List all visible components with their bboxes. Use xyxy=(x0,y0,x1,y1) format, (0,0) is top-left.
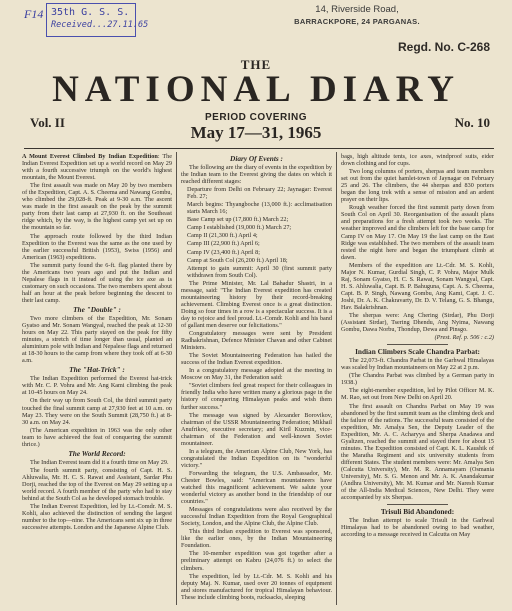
paragraph: Messages of congratulations were also received by the successful Indian Expedition from the Royal Geographical Society, London, and the Alpine Club, the Alpine Club. xyxy=(181,506,332,528)
paragraph: (The American expedition in 1963 was the only other team to have achieved the feat of conquering the summit thrice.) xyxy=(22,426,172,448)
volume-label: Vol. II xyxy=(30,115,65,130)
header-rule xyxy=(24,148,494,149)
paragraph: (The Chandra Parbat was climbed by a German party in 1938.) xyxy=(341,372,494,387)
paragraph: Members of the expedition are Lt.-Cdr. M. S. Kohli, Major N. Kumar, Gurdial Singh, C. P. Vohra, Major Mulk Raj, Sonam Gyatso, H. C. S. Rawat, Sonam Wangyal, Capt. H. S. Ahluwalia, Capt. B. P. Bahuguna, Capt. A. S. Cheema, Capt. B. P. Singh, Nawang Gombu, Ang Kami, Capt. J. C. Joshi, Dr. A. K. Chakravarty, Dr. D. V. Telang, G. S. Bhangu, Hav. Balakrishnan. xyxy=(341,261,494,311)
diary-entry: Camp IV (23,400 ft.) April 8; xyxy=(187,248,260,256)
reference-note: (Prest. Ref. p. 506 : c.2) xyxy=(434,334,494,342)
paragraph: The first assault was made on May 20 by two members of the Expedition, Capt. A. S. Cheema and Nawang Gombu, who climbed the 29,028-ft. Peak at 9-30 a.m. The ascent was made in the first assault on the peak by the summit party from their last camp at 27,930 ft. on the Southeast ridge which, by the way, is the highest camp yet set up on the mountain so far. xyxy=(22,182,172,232)
column-3 xyxy=(341,153,494,609)
address-line-2: BARRACKPORE, 24 PARGANAS. xyxy=(294,17,420,26)
lead-text: : The Indian Everest Expedition set up a world record on May 29 with a fourth successive triumph on the world's highest mountain, the Mount Everest. xyxy=(22,153,172,182)
masthead-article: THE xyxy=(240,57,272,72)
section-heading: Diary Of Events : xyxy=(230,154,283,163)
paragraph: Forwarding the telegram, the U.S. Ambassador, Mr. Chester Bowles, said: "American mountaineers have watched this magnificent achievement. We salute your wonderful victory as another bond in the friendship of our countries." xyxy=(181,469,332,506)
paragraph: The 22,073-ft. Chandra Parbat in the Garhwal Himalayas was scaled by Indian mountaineers on May 22 at 2 p.m. xyxy=(341,357,494,372)
column-2 xyxy=(181,153,332,609)
paragraph: The Soviet Mountaineering Federation has hailed the success of the Indian Everest expedition. xyxy=(181,352,332,367)
diary-entry: Camp II (21,300 ft.) April 4; xyxy=(187,232,258,240)
section-heading: Indian Climbers Scale Chandra Parbat: xyxy=(355,347,480,357)
article-headline: A Mount Everest Climbed By Indian Expedition xyxy=(22,153,158,160)
paragraph: The Indian Everest Expedition, led by Lt.-Comdr. M. S. Kohli, also achieved the distinction of sending the largest number to the top—nine. The Americans sent six up in three successive attempts. London and the Japanese Alpine Club. xyxy=(22,503,172,532)
paragraph: The 10-member expedition was got together after a preliminary attempt on Kabru (24,076 ft.) to select the climbers. xyxy=(181,550,332,572)
paragraph: On their way up from South Col, the third summit party touched the final summit camp at 27,930 feet at 10 a.m. on May 23. They were on the South Summit (28,750 ft.) at 8-30 a.m. on May 24. xyxy=(22,397,172,426)
section-heading: Trisuli Bid Abandoned: xyxy=(380,507,455,517)
paragraph: The Prime Minister, Mr. Lal Bahadur Shastri, in a message, said: "The Indian Everest expedition has created mountaineering history by their record-breaking achievement. Climbing Everest once is a great distinction. Doing so four times in a row is a spectacular success. It is a day to rejoice and feel proud. Lt.-Comdr. Kohli and his band of gallant men deserve our felicitations." xyxy=(181,279,332,329)
paragraph: The first assault on Chandra Parbat on May 19 was abandoned by the first summit team as the climbing deck and the failure of the rations. The successful team consisted of the expedition, Mr. Amalya Sen, the Deputy Leader of the Expedition, Mr. A. C. Acharyya and Sherpa Anadawa and Gyaltzen, reached the summit and stayed there for about 15 minutes. The Expedition consisted of Capt. K. L. Kaushik of the Maratha Regiment and six university students from different States. The student members were: Mr. Amalya Sen (Calcutta University), Mr. M. R. Annamayam (Osmania University), Mr. S. G. Menon and Mr. A. K. Anandakumar (Andhra University), Mr. M. Kumar and Mr. Naresh Kumar of the All-India Medical Sciences, New Delhi. They were accompanied by six Sherpas. xyxy=(341,402,494,502)
paragraph: The fourth summit party, consisting of Capt. H. S. Ahluwalia, Mr. H. C. S. Rawat and Assistant, Sardar Phu Dorji, reached the top of the Everest on May 29 setting up a world record. A fourth member of the party who had to stay behind at the South Col as he developed stomach trouble. xyxy=(22,466,172,503)
registration-number: Regd. No. C-268 xyxy=(397,40,490,54)
issue-number: No. 10 xyxy=(454,115,490,130)
diary-entry: March begins: Thyangboche (13,000 ft.): acclimatisation starts March 16; xyxy=(187,201,332,216)
paragraph: The approach route followed by the third Indian Expedition to the Everest was the same as the one used by the earlier successful British (1953), Swiss (1956) and American (1963) expeditions. xyxy=(22,232,172,261)
paragraph: The message was signed by Alexander Borovikov, chairman of the USSR Mountaineering Federation; Mikhail Anufrikov, executive secretary; and Kiril Kuzmin, vice-chairman of the Federation and well-known Soviet mountaineer. xyxy=(181,411,332,447)
paragraph: Two long columns of porters, sherpas and team members set out from the quiet hamlet-town of Jaynagar on February 25 and 26. The climbers, the 44 sherpas and 830 porters began the long trek with a sense of mission and an ardent prayer on their lips. xyxy=(341,168,494,204)
handwritten-file-mark: F14 xyxy=(24,7,44,21)
stamp-line-1: 35th G. S. S. xyxy=(51,7,130,18)
diary-entry: Camp I established (19,000 ft.) March 27; xyxy=(187,224,292,232)
paragraph: The sherpas were: Ang Chering (Sirdar), Phu Dorji (Assistant Sirdar), Tsering Dhendu, Ang Nyima, Nawang Gombu, Dawa Norbu, Thondup, Dewa and Pinsgo. xyxy=(341,312,494,334)
paragraph: The Indian Expedition performed the Everest hat-trick with Mr. C. P. Vohra and Mr. Ang Kami climbing the peak at 10-45 hours on May 24. xyxy=(22,375,172,397)
period-label: PERIOD COVERING xyxy=(205,112,307,123)
paragraph: bags, high altitude tents, ice axes, windproof suits, eider down clothing and for cups. xyxy=(341,153,494,168)
paragraph: Congratulatory messages were sent by President Radhakrishnan, Defence Minister Chavan and other Cabinet Ministers. xyxy=(181,330,332,352)
column-rule-2 xyxy=(336,152,337,605)
received-stamp-frame xyxy=(46,3,149,37)
section-heading: The "Double" : xyxy=(73,304,121,314)
diary-entry: Attempt to gain summit: April 30 (first summit party withdrawn from South Col). xyxy=(187,264,332,279)
paragraph: Rough weather forced the first summit party down from South Col on April 30. Reorganisation of the assault plans and preparations for a fresh attempt took two weeks. The weather improved and the climbers left for the base camp for Camp IV on May 17. On May 19 the last camp on the East Ridge was established. The two members of the assault team rested the night here and began the triumphant climb at dawn. xyxy=(341,204,494,261)
article-lead xyxy=(22,153,172,181)
section-heading: The "Hat-Trick" : xyxy=(69,365,125,375)
diary-entry: Departure from Delhi on February 22; Jaynagar: Everest Feb. 27; xyxy=(187,186,332,201)
paragraph: The expedition, led by Lt.-Cdr. M. S. Kohli and his deputy Maj. N. Kumar, used over 20 tonnes of equipment and stores manufactured for tropical Himalayan behaviour. These include climbing boots, rucksacks, sleeping xyxy=(181,572,332,601)
paragraph: Two more climbers of the Expedition, Mr. Sonam Gyatso and Mr. Sonam Wangyal, reached the peak at 12-30 hours on May 22. This party stayed on the peak for fifty minutes, a stretch of time longer than usual, planted an aluminium pole with Indian and Nepalese flags and returned at 18-30 hours to the camp from where they took off at 6-30 a.m. xyxy=(22,314,172,365)
paragraph: The following are the diary of events in the expedition by the Indian team to the Everest giving the dates on which it reached different stages: xyxy=(181,164,332,186)
paragraph: This third Indian expedition to Everest was sponsored, like the earlier ones, by the Indian Mountaineering Foundation. xyxy=(181,528,332,550)
section-separator xyxy=(387,504,448,505)
paragraph: "Soviet climbers feel great respect for their colleagues in friendly India who have written many a glorious page in the history of conquering Himalayan peaks and wish them further success." xyxy=(181,382,332,411)
diary-entry: Camp III (22,900 ft.) April 6; xyxy=(187,240,260,248)
stamp-line-2: Received...27.11.65 xyxy=(51,20,149,30)
column-rule-1 xyxy=(176,152,177,605)
column-1 xyxy=(22,153,172,609)
paragraph: The summit party found the 6-ft. flag planted there by the Americans two years ago and put the Indian and Nepalese flags in it instead of using the ice axe as is customary on such occasions. The two members spent about half an hour at the peak before beginning the descent to their last camp. xyxy=(22,261,172,304)
diary-entry: Camp at South Col (26,200 ft.) April 18; xyxy=(187,256,288,264)
section-heading: The World Record: xyxy=(68,448,126,458)
publisher-address xyxy=(262,4,452,28)
period-dates: May 17—31, 1965 xyxy=(190,123,322,142)
paragraph: In a congratulatory message adopted at the meeting in Moscow on May 31, the Federation said: xyxy=(181,367,332,382)
paragraph: The Indian attempt to scale Trisuli in the Garhwal Himalayas had to be abandoned owing to bad weather, according to a message received in Calcutta on May xyxy=(341,517,494,539)
address-line-1: 14, Riverside Road, xyxy=(315,4,399,15)
received-stamp xyxy=(24,3,149,41)
paragraph: In a telegram, the American Alpine Club, New York, has congratulated the Indian Expedition on its "wonderful victory." xyxy=(181,447,332,469)
paragraph: The Indian Everest team did it a fourth time on May 29. xyxy=(30,458,169,466)
diary-entry: Base Camp set up (17,800 ft.) March 22; xyxy=(187,216,289,224)
masthead-title: NATIONAL DIARY xyxy=(52,69,460,110)
section-separator xyxy=(387,344,448,345)
paragraph: The eight-member expedition, led by Pilot Officer M. K. M. Rao, set out from New Delhi on April 20. xyxy=(341,387,494,402)
